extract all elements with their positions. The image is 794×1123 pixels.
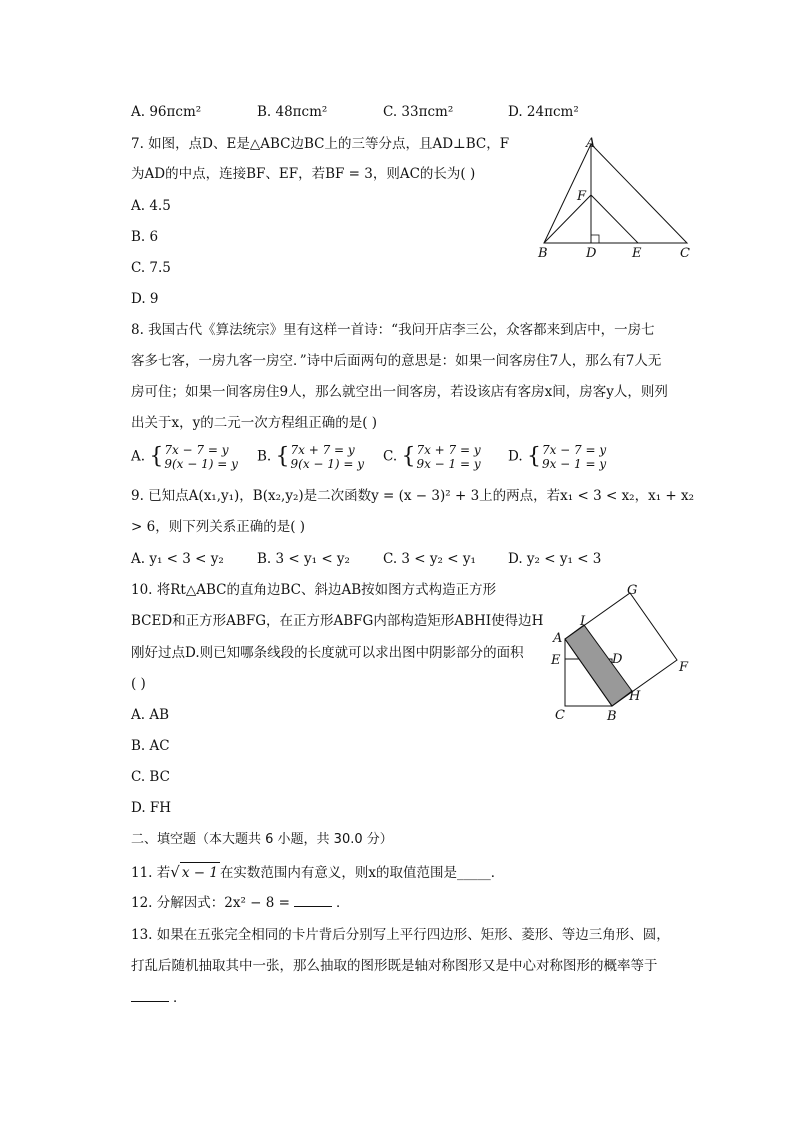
q13-text-end: ．: [173, 990, 187, 1006]
q8-option-d-eq2: 9x − 1 = y: [541, 457, 607, 471]
q7-label-d: D: [586, 246, 597, 260]
section-2-title: 二、填空题（本大题共 6 小题，共 30.0 分）: [131, 832, 393, 847]
q8-text-line3: 房可住；如果一间客房住9人，那么就空出一间客房，若设该店有客房x间，房客y人，则列: [131, 384, 668, 400]
q7-label-e: E: [632, 246, 642, 260]
q7-option-a: A. 4.5: [131, 198, 171, 214]
q13-answer-blank[interactable]: [131, 989, 169, 1002]
q12-answer-blank[interactable]: [294, 894, 332, 907]
q11-text-pre: 11. 若: [131, 865, 171, 881]
q13-text-line2: 打乱后随机抽取其中一张，那么抽取的图形既是轴对称图形又是中心对称图形的概率等于: [131, 958, 658, 974]
q7-label-f: F: [577, 189, 587, 204]
q10-text-line1: 10. 将Rt△ABC的直角边BC、斜边AB按如图方式构造正方形: [131, 582, 497, 598]
q8-text-line4: 出关于x，y的二元一次方程组正确的是( ): [131, 415, 378, 431]
q8-option-a-label: A.: [131, 448, 146, 465]
q10-label-e: E: [551, 653, 561, 668]
q10-label-d: D: [612, 652, 623, 667]
q8-option-d-eq1: 7x − 7 = y: [541, 443, 607, 457]
q8-text-line2: 客多七客，一房九客一房空．”诗中后面两句的意思是：如果一间客房住7人，那么有7人无: [131, 353, 662, 369]
q6-option-d: D. 24πcm²: [508, 104, 579, 120]
q9-option-c: C. 3 < y₂ < y₁: [383, 551, 476, 567]
q9-text-line1: 9. 已知点A(x₁,y₁)，B(x₂,y₂)是二次函数y = (x − 3)² + 3上的两点，若x₁ < 3 < x₂，x₁ + x₂: [131, 488, 695, 504]
q9-option-a: A. y₁ < 3 < y₂: [131, 551, 224, 567]
q10-label-b: B: [607, 709, 617, 724]
q10-option-d: D. FH: [131, 800, 172, 816]
q10-label-f: F: [679, 660, 689, 675]
q10-option-a: A. AB: [131, 707, 170, 723]
q8-option-d-label: D.: [508, 448, 523, 465]
q8-option-c: C. {7x + 7 = y 9x − 1 = y: [383, 443, 481, 471]
q6-option-b: B. 48πcm²: [257, 104, 328, 120]
q8-option-a-eq2: 9(x − 1) = y: [164, 457, 238, 471]
q12-text-main: 12. 分解因式：2x² − 8 =: [131, 895, 290, 911]
q12-text-end: ．: [335, 895, 350, 911]
q8-option-b-eq1: 7x + 7 = y: [290, 443, 355, 457]
q9-option-d: D. y₂ < y₁ < 3: [508, 551, 602, 567]
q10-text-line3: 刚好过点D.则已知哪条线段的长度就可以求出图中阴影部分的面积: [131, 645, 524, 661]
q10-text-line4: ( ): [131, 676, 146, 692]
q10-label-g: G: [627, 583, 638, 598]
q11-text: 11. 若√ x − 1 在实数范围内有意义，则x的取值范围是_____．: [131, 863, 505, 881]
q7-label-b: B: [538, 246, 548, 260]
q8-option-a-eq1: 7x − 7 = y: [164, 443, 229, 457]
q8-option-c-label: C.: [383, 448, 398, 465]
q8-option-b: B. {7x + 7 = y 9(x − 1) = y: [257, 443, 365, 471]
q7-text-line2: 为AD的中点，连接BF、EF，若BF = 3，则AC的长为( ): [131, 166, 476, 182]
q10-option-c: C. BC: [131, 769, 170, 785]
q11-radicand: x − 1: [180, 862, 220, 883]
q8-option-c-eq1: 7x + 7 = y: [416, 443, 481, 457]
q7-triangle-figure: [530, 135, 700, 260]
q8-option-b-eq2: 9(x − 1) = y: [290, 457, 365, 471]
q10-text-line2: BCED和正方形ABFG，在正方形ABFG内部构造矩形ABHI使得边H: [131, 613, 544, 629]
q10-label-h: H: [629, 689, 641, 704]
q8-option-b-label: B.: [257, 448, 272, 465]
q7-option-b: B. 6: [131, 229, 159, 245]
q7-label-a: A: [586, 136, 596, 151]
q7-option-c: C. 7.5: [131, 260, 171, 276]
q10-squares-figure: [545, 580, 705, 725]
q10-label-i: I: [580, 614, 586, 629]
q13-text-line1: 13. 如果在五张完全相同的卡片背后分别写上平行四边形、矩形、菱形、等边三角形、圆，: [131, 927, 670, 943]
q6-option-c: C. 33πcm²: [383, 104, 454, 120]
q8-text-line1: 8. 我国古代《算法统宗》里有这样一首诗：“我问开店李三公，众客都来到店中，一房七: [131, 322, 655, 338]
q8-option-a: A. {7x − 7 = y 9(x − 1) = y: [131, 443, 238, 471]
q6-option-a: A. 96πcm²: [131, 104, 202, 120]
q10-option-b: B. AC: [131, 738, 170, 754]
q9-text-line2: > 6，则下列关系正确的是( ): [131, 519, 306, 535]
q13-text-line3: [131, 988, 187, 1008]
q10-label-c: C: [555, 708, 565, 723]
q8-option-d: D. {7x − 7 = y 9x − 1 = y: [508, 443, 607, 471]
q9-option-b: B. 3 < y₁ < y₂: [257, 551, 350, 567]
q11-text-post: 在实数范围内有意义，则x的取值范围是_____．: [219, 865, 505, 881]
q10-label-a: A: [553, 631, 563, 646]
q7-label-c: C: [680, 246, 690, 260]
q7-text-line1: 7. 如图，点D、E是△ABC边BC上的三等分点，且AD⊥BC，F: [131, 136, 510, 152]
q12-text: [131, 893, 349, 913]
q7-option-d: D. 9: [131, 291, 159, 307]
q8-option-c-eq2: 9x − 1 = y: [416, 457, 481, 471]
